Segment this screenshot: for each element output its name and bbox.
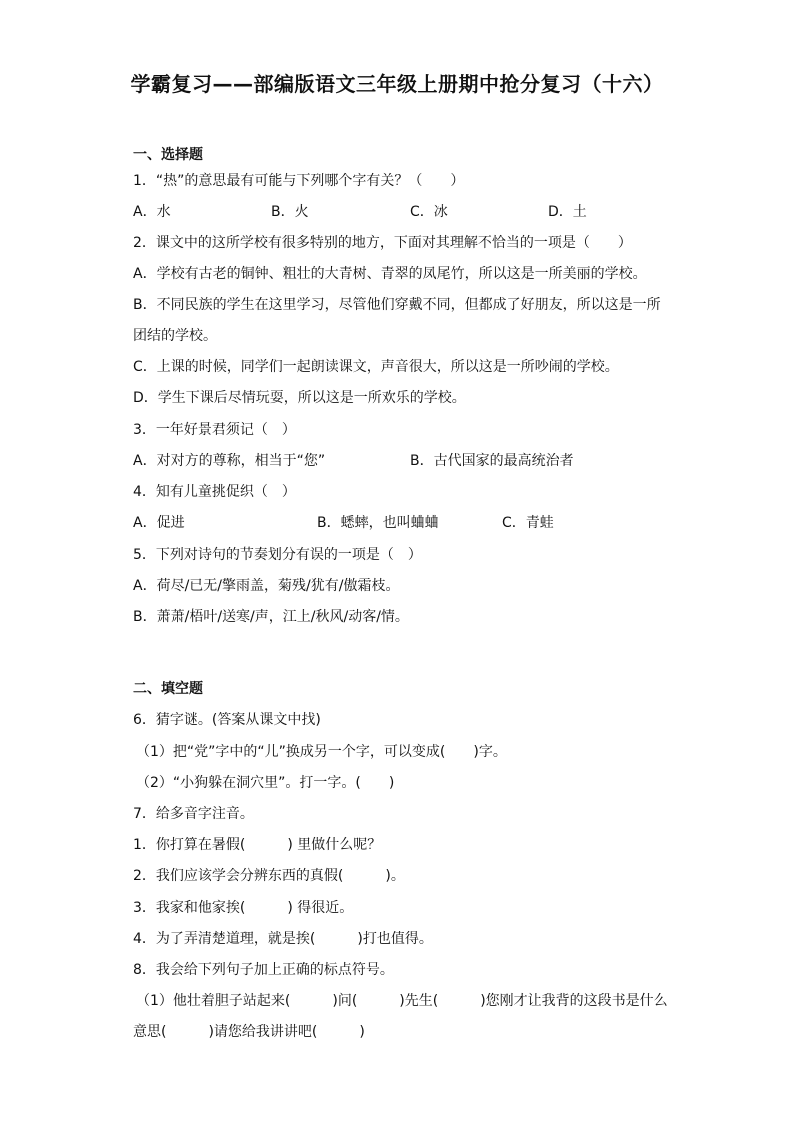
question-3-stem: 3．一年好景君须记（ ）	[133, 422, 296, 438]
question-5-option-a: A．荷尽/已无/擎雨盖，菊残/犹有/傲霜枝。	[133, 578, 400, 594]
question-8-part-1: （1）他壮着胆子站起来( )问( )先生( )您刚才让我背的这段书是什么	[136, 993, 668, 1009]
question-6-part-1: （1）把“党”字中的“儿”换成另一个字，可以变成( )字。	[136, 744, 507, 760]
section-heading-choice: 一、选择题	[133, 147, 203, 163]
question-6-stem: 6．猜字谜。(答案从课文中找)	[133, 712, 321, 728]
question-2-option-b: B．不同民族的学生在这里学习，尽管他们穿戴不同，但都成了好朋友，所以这是一所	[133, 297, 661, 313]
question-2-stem: 2．课文中的这所学校有很多特别的地方，下面对其理解不恰当的一项是（ ）	[133, 235, 632, 251]
question-8-part-1-continued: 意思( )请您给我讲讲吧( )	[133, 1024, 365, 1040]
question-2-option-a: A．学校有古老的铜钟、粗壮的大青树、青翠的凤尾竹，所以这是一所美丽的学校。	[133, 266, 647, 282]
question-4-stem: 4．知有儿童挑促织（ ）	[133, 484, 296, 500]
question-7-item-3: 3．我家和他家挨( ) 得很近。	[133, 900, 354, 916]
question-3-option-a: A．对对方的尊称，相当于“您”	[133, 453, 326, 469]
question-4-option-c: C．青蛙	[502, 515, 554, 531]
question-7-item-4: 4．为了弄清楚道理，就是挨( )打也值得。	[133, 931, 433, 947]
question-7-item-2: 2．我们应该学会分辨东西的真假( )。	[133, 868, 405, 884]
question-5-option-b: B．萧萧/梧叶/送寒/声，江上/秋风/动客/情。	[133, 609, 409, 625]
question-1-option-a: A．水	[133, 204, 171, 220]
question-6-part-2: （2）“小狗躲在洞穴里”。打一字。( )	[136, 775, 395, 791]
question-8-stem: 8．我会给下列句子加上正确的标点符号。	[133, 962, 394, 978]
question-4-option-a: A．促进	[133, 515, 185, 531]
question-7-stem: 7．给多音字注音。	[133, 806, 254, 822]
question-2-option-d: D．学生下课后尽情玩耍，所以这是一所欢乐的学校。	[133, 390, 466, 406]
question-1-option-b: B．火	[271, 204, 309, 220]
question-1-stem: 1．“热”的意思最有可能与下列哪个字有关？（ ）	[133, 173, 465, 189]
section-heading-fill-in: 二、填空题	[133, 681, 203, 697]
question-4-option-b: B．蟋蟀，也叫蛐蛐	[317, 515, 439, 531]
page-title: 学霸复习——部编版语文三年级上册期中抢分复习（十六）	[130, 72, 664, 96]
question-5-stem: 5．下列对诗句的节奏划分有误的一项是（ ）	[133, 547, 422, 563]
question-3-option-b: B．古代国家的最高统治者	[410, 453, 574, 469]
question-1-option-d: D．土	[548, 204, 587, 220]
question-1-option-c: C．冰	[410, 204, 448, 220]
question-7-item-1: 1．你打算在暑假( ) 里做什么呢？	[133, 837, 382, 853]
question-2-option-c: C．上课的时候，同学们一起朗读课文，声音很大，所以这是一所吵闹的学校。	[133, 359, 619, 375]
question-2-option-b-continued: 团结的学校。	[133, 328, 217, 344]
